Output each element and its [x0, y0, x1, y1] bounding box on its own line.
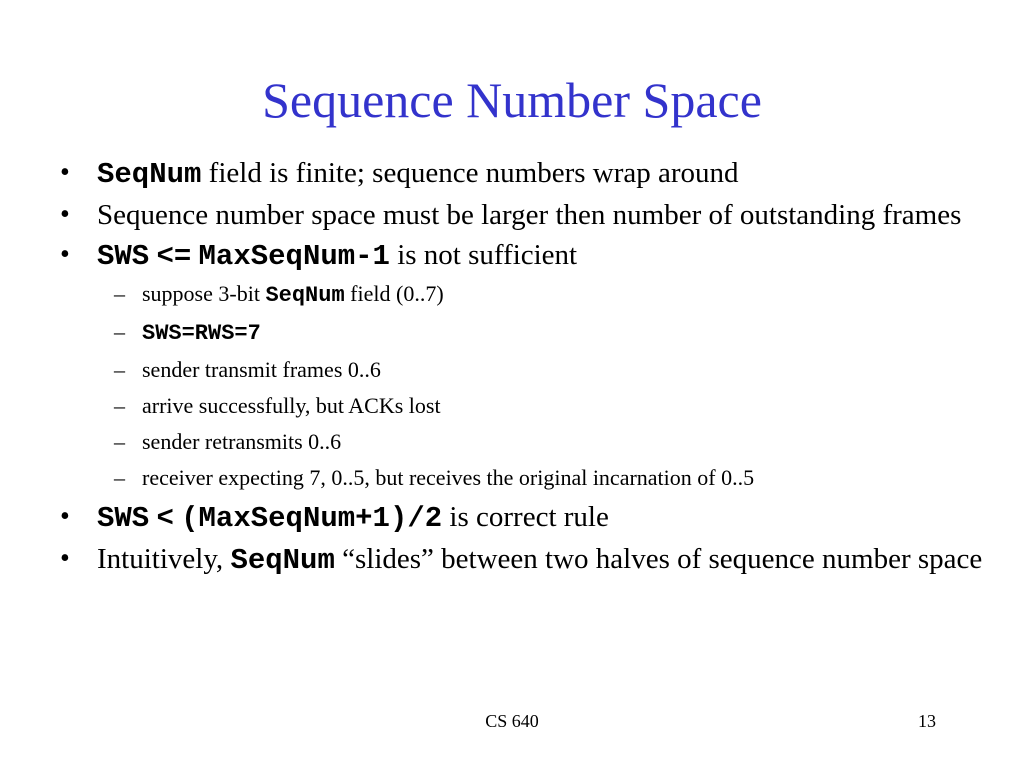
code-text: SWS=RWS=7: [142, 321, 261, 346]
dash-marker: –: [114, 319, 125, 344]
footer-page-number: 13: [918, 711, 936, 731]
dash-marker: –: [114, 393, 125, 418]
code-text: SWS: [97, 502, 150, 535]
bullet-list: [0, 156, 1000, 578]
dash-marker: –: [114, 465, 125, 490]
sub-bullet-item: [0, 280, 1000, 310]
bullet-text: Intuitively,: [97, 543, 231, 575]
bullet-item: [0, 198, 1000, 232]
sub-bullet-item: [0, 392, 1000, 420]
sub-bullet-item: [0, 464, 1000, 492]
bullet-marker: •: [60, 157, 70, 188]
sub-bullet-item: [0, 428, 1000, 456]
code-text: <: [156, 502, 174, 535]
slide-title: Sequence Number Space: [262, 72, 762, 128]
bullet-marker: •: [60, 239, 70, 270]
sub-bullet-item: [0, 318, 1000, 348]
sub-bullet-text: suppose 3-bit: [142, 281, 266, 306]
bullet-item: [0, 156, 1000, 192]
bullet-text: field is finite; sequence numbers wrap around: [201, 157, 739, 189]
sub-bullet-text: receiver expecting 7, 0..5, but receives the original incarnation of 0..5: [142, 465, 755, 490]
bullet-marker: •: [60, 543, 70, 574]
dash-marker: –: [114, 429, 125, 454]
code-text: MaxSeqNum-1: [198, 240, 390, 273]
sub-bullet-text: field (0..7): [344, 281, 444, 306]
sub-bullet-text: sender retransmits 0..6: [142, 429, 342, 454]
bullet-text: is not sufficient: [389, 239, 578, 271]
bullet-marker: •: [60, 501, 70, 532]
code-text: SWS: [97, 240, 150, 273]
bullet-item: [0, 238, 1000, 274]
bullet-marker: •: [60, 199, 70, 230]
code-text: <=: [156, 240, 192, 273]
sub-bullet-text: sender transmit frames 0..6: [142, 357, 381, 382]
code-text: (MaxSeqNum+1)/2: [181, 502, 443, 535]
bullet-text: is correct rule: [442, 501, 609, 533]
bullet-text: Sequence number space must be larger then number of outstanding frames: [97, 199, 962, 231]
sub-bullet-item: [0, 356, 1000, 384]
footer-course: CS 640: [485, 711, 539, 731]
sub-bullet-text: arrive successfully, but ACKs lost: [142, 393, 441, 418]
code-text: SeqNum: [230, 544, 335, 577]
bullet-text: “slides” between two halves of sequence number space: [334, 543, 983, 575]
code-text: SeqNum: [265, 283, 345, 308]
code-text: SeqNum: [97, 158, 202, 191]
bullet-item: [0, 500, 1000, 536]
bullet-item: [0, 542, 1000, 578]
dash-marker: –: [114, 357, 125, 382]
dash-marker: –: [114, 281, 125, 306]
